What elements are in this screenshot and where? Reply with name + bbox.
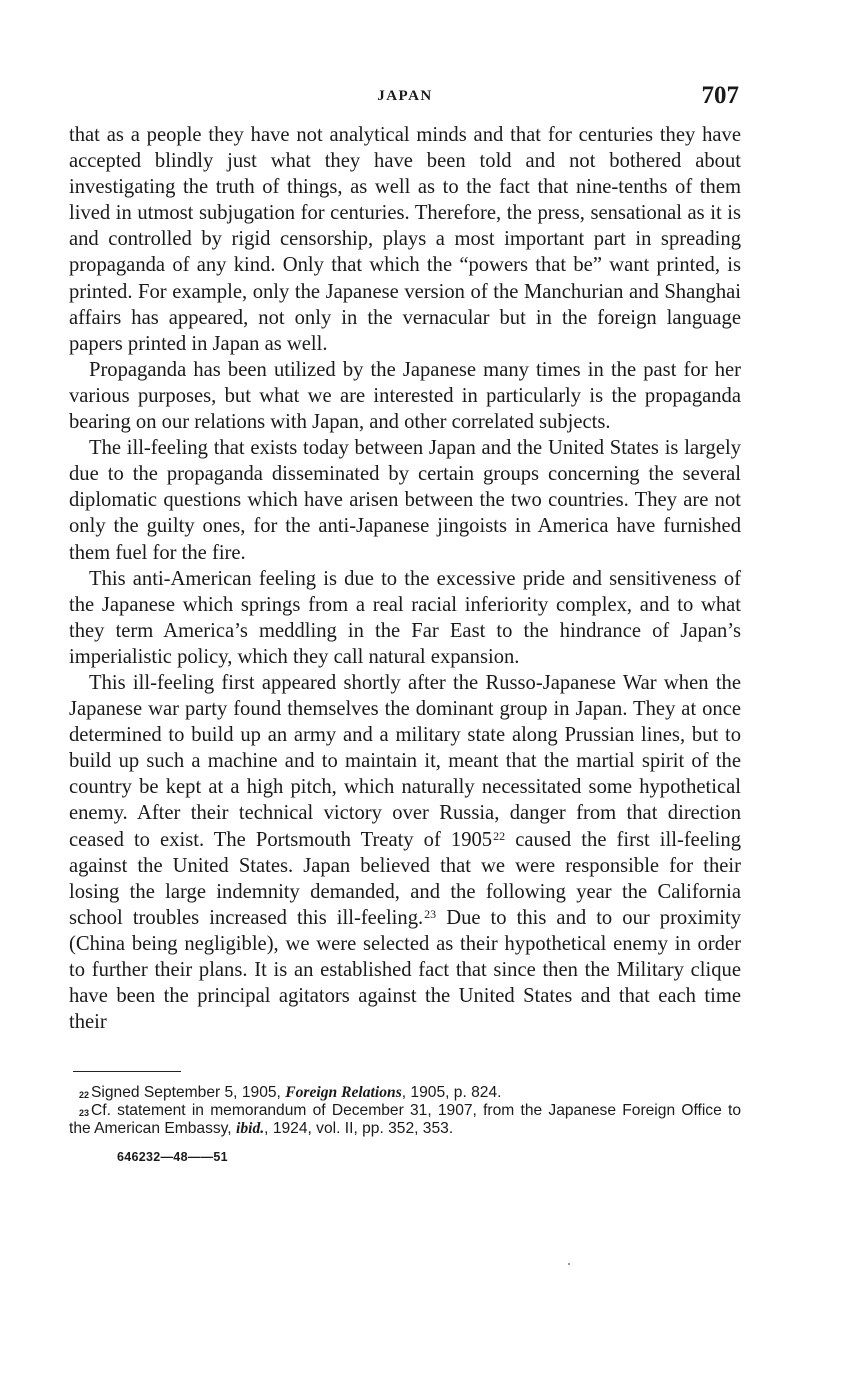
footnote-ref-22[interactable]: 22 <box>493 828 506 843</box>
paragraph-1: that as a people they have not analytical minds and that for centuries they have accepted blindly just what they have been told and not bothered about investigating the truth of things, as well as to the fact that nine-tenths of them lived in utmost subjugation for centuries. Therefore, the press, sensational as it is and controlled by rigid censorship, plays a most important part in spreading propaganda of any kind. Only that which the “powers that be” want printed, is printed. For example, only the Japanese version of the Manchurian and Shanghai affairs has appeared, not only in the vernacular but in the foreign language papers printed in Japan as well. <box>69 124 741 355</box>
footnote-22-text-b: , 1905, p. 824. <box>401 1084 502 1102</box>
footnote-22 <box>69 1084 741 1102</box>
footnote-23-text-a: Cf. statement in memorandum of December 31, 1907, from the Japanese Foreign Office to the American Embassy, <box>69 1102 741 1138</box>
footnote-23 <box>69 1102 741 1138</box>
running-title: JAPAN <box>377 88 433 104</box>
footnote-ref-23[interactable]: 23 <box>424 906 437 921</box>
paper-speck <box>568 1263 570 1265</box>
running-head <box>69 82 741 122</box>
paragraph-3: The ill-feeling that exists today between Japan and the United States is largely due to the propaganda disseminated by certain groups concerning the several diplomatic questions which have arisen between the two countries. They are not only the guilty ones, for the anti-Japanese jingoists in America have furnished them fuel for the fire. <box>69 437 741 564</box>
footnote-23-mark: 23 <box>79 1108 90 1119</box>
page-number: 707 <box>701 82 739 109</box>
footnote-23-ibid: ibid. <box>235 1120 265 1138</box>
footnotes <box>69 1084 741 1138</box>
footnote-22-text-a: Signed September 5, 1905, <box>91 1084 286 1102</box>
paragraph-4: This anti-American feeling is due to the excessive pride and sensitiveness of the Japanese which springs from a real racial inferiority complex, and to what they term America’s meddling in the Far East to the hindrance of Japan’s imperialistic policy, which they call natural expansion. <box>69 567 741 668</box>
document-page <box>69 82 741 1164</box>
footnote-22-title: Foreign Relations <box>285 1084 402 1102</box>
footnote-23-text-c: , pp. 352, 353. <box>353 1120 454 1138</box>
paragraph-5 <box>69 670 741 1035</box>
paragraph-5-part-b: caused the first ill-feeling against the United States. Japan believed that we were responsible for their losing the large indemnity demanded, and the following year the California school troubles increased this ill-feeling. <box>69 828 741 929</box>
footnote-23-text-b: , 1924, vol. <box>264 1120 345 1138</box>
body-text <box>69 122 741 1035</box>
paragraph-2: Propaganda has been utilized by the Japanese many times in the past for her various purposes, but what we are interested in particularly is the propaganda bearing on our relations with Japan, and other correlated subjects. <box>69 358 741 434</box>
paragraph-5-part-a: This ill-feeling first appeared shortly after the Russo-Japanese War when the Japanese war party found themselves the dominant group in Japan. They at once determined to build up an army and a military state along Prussian lines, but to build up such a machine and to maintain it, meant that the martial spirit of the country be kept at a high pitch, which naturally necessitated some hypothetical enemy. After their technical victory over Russia, danger from that direction ceased to exist. The Portsmouth Treaty of 1905 <box>69 671 741 851</box>
print-code: 646232—48——51 <box>117 1150 228 1165</box>
footnote-23-volume: II <box>344 1120 354 1138</box>
footnote-22-mark: 22 <box>79 1090 90 1101</box>
footnote-divider <box>73 1071 181 1072</box>
paragraph-5-part-c: Due to this and to our proximity (China being negligible), we were selected as their hypothetical enemy in order to further their plans. It is an established fact that since then the Military clique have been the principal agitators against the United States and that each time their <box>69 906 741 1034</box>
